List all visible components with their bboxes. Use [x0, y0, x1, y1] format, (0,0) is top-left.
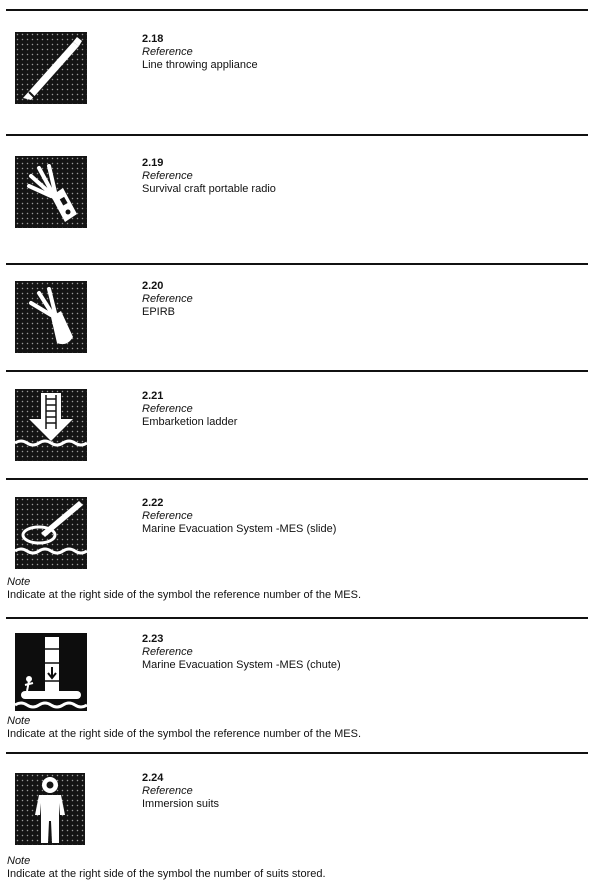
- reference-label: Reference: [142, 293, 193, 305]
- symbol-title: Immersion suits: [142, 798, 220, 810]
- reference-label: Reference: [142, 170, 193, 182]
- immersion-suit-icon: [15, 773, 85, 845]
- divider: [6, 263, 588, 265]
- portable-radio-icon: [15, 156, 87, 228]
- note-label: Note: [7, 576, 31, 588]
- note-text: Indicate at the right side of the symbol the number of suits stored.: [7, 868, 326, 880]
- divider: [6, 478, 588, 480]
- note-label: Note: [7, 715, 31, 727]
- reference-label: Reference: [142, 403, 193, 415]
- mes-chute-icon: [15, 633, 87, 711]
- reference-label: Reference: [142, 46, 193, 58]
- note: [7, 855, 326, 881]
- embarkation-ladder-icon: [15, 389, 87, 461]
- divider: [6, 752, 588, 754]
- divider: [6, 617, 588, 619]
- mes-slide-icon: [15, 497, 87, 569]
- symbol-title: Survival craft portable radio: [142, 183, 276, 195]
- divider: [6, 134, 588, 136]
- symbol-number: 2.21: [142, 390, 164, 402]
- symbol-title: Embarketion ladder: [142, 416, 238, 428]
- symbol-number: 2.20: [142, 280, 164, 292]
- symbol-title: Marine Evacuation System -MES (chute): [142, 659, 341, 671]
- symbol-title: Line throwing appliance: [142, 59, 258, 71]
- symbol-number: 2.19: [142, 157, 164, 169]
- symbol-number: 2.24: [142, 772, 164, 784]
- divider: [6, 370, 588, 372]
- divider: [6, 9, 588, 11]
- epirb-icon: [15, 281, 87, 353]
- symbol-number: 2.22: [142, 497, 164, 509]
- note-label: Note: [7, 855, 31, 867]
- note: [7, 576, 361, 602]
- reference-label: Reference: [142, 510, 193, 522]
- note-text: Indicate at the right side of the symbol the reference number of the MES.: [7, 728, 362, 740]
- symbol-number: 2.23: [142, 633, 164, 645]
- line-throwing-appliance-icon: [15, 32, 87, 104]
- note-text: Indicate at the right side of the symbol the reference number of the MES.: [7, 589, 362, 601]
- symbol-title: EPIRB: [142, 306, 176, 318]
- symbol-title: Marine Evacuation System -MES (slide): [142, 523, 337, 535]
- note: [7, 715, 361, 741]
- reference-label: Reference: [142, 646, 193, 658]
- reference-label: Reference: [142, 785, 193, 797]
- symbol-number: 2.18: [142, 33, 164, 45]
